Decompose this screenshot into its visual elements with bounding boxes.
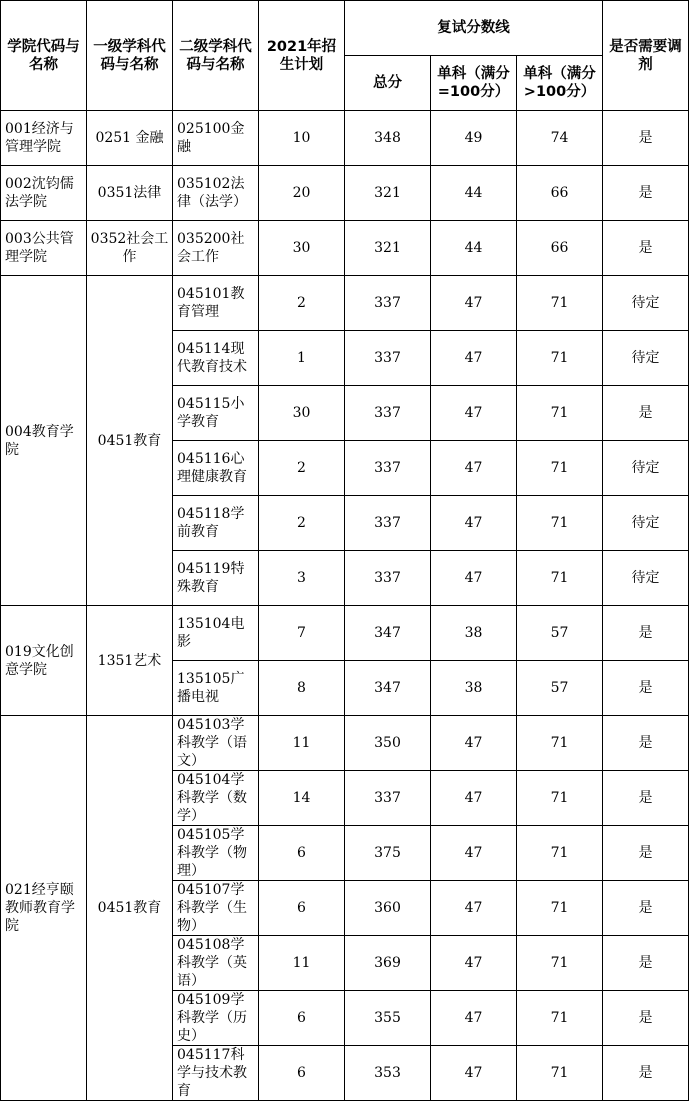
single-100-cell: 47 [431,496,517,551]
plan-cell: 2 [259,276,345,331]
header-retest-line: 复试分数线 [345,1,603,56]
college-cell: 021经亨颐教师教育学院 [1,716,87,1101]
single-gt100-cell: 71 [517,716,603,771]
total-score-cell: 347 [345,661,431,716]
adjust-cell: 待定 [603,551,689,606]
single-100-cell: 49 [431,111,517,166]
adjust-cell: 是 [603,166,689,221]
total-score-cell: 337 [345,771,431,826]
total-score-cell: 337 [345,441,431,496]
plan-cell: 11 [259,936,345,991]
single-100-cell: 47 [431,386,517,441]
adjust-cell: 是 [603,936,689,991]
header-single-100: 单科（满分=100分） [431,56,517,111]
second-subject-cell: 045116心理健康教育 [173,441,259,496]
adjust-cell: 待定 [603,276,689,331]
single-100-cell: 47 [431,551,517,606]
single-gt100-cell: 71 [517,826,603,881]
adjust-cell: 是 [603,661,689,716]
adjust-cell: 是 [603,826,689,881]
header-row-1 [1,1,689,56]
single-100-cell: 47 [431,826,517,881]
plan-cell: 7 [259,606,345,661]
single-gt100-cell: 66 [517,166,603,221]
second-subject-cell: 045105学科教学（物理） [173,826,259,881]
single-100-cell: 47 [431,991,517,1046]
plan-cell: 30 [259,221,345,276]
second-subject-cell: 025100金融 [173,111,259,166]
header-total: 总分 [345,56,431,111]
single-gt100-cell: 71 [517,991,603,1046]
single-gt100-cell: 57 [517,606,603,661]
single-100-cell: 38 [431,606,517,661]
adjust-cell: 是 [603,386,689,441]
first-subject-cell: 0351法律 [87,166,173,221]
single-gt100-cell: 71 [517,936,603,991]
adjust-cell: 是 [603,881,689,936]
second-subject-cell: 045115小学教育 [173,386,259,441]
single-100-cell: 47 [431,331,517,386]
plan-cell: 20 [259,166,345,221]
plan-cell: 2 [259,441,345,496]
total-score-cell: 369 [345,936,431,991]
first-subject-cell: 0451教育 [87,716,173,1101]
single-gt100-cell: 71 [517,386,603,441]
plan-cell: 6 [259,826,345,881]
adjust-cell: 是 [603,1046,689,1101]
college-cell: 019文化创意学院 [1,606,87,716]
second-subject-cell: 045101教育管理 [173,276,259,331]
single-100-cell: 44 [431,166,517,221]
total-score-cell: 348 [345,111,431,166]
single-100-cell: 38 [431,661,517,716]
second-subject-cell: 045108学科教学（英语） [173,936,259,991]
single-100-cell: 47 [431,771,517,826]
header-first-subject: 一级学科代码与名称 [87,1,173,111]
second-subject-cell: 045104学科教学（数学） [173,771,259,826]
plan-cell: 1 [259,331,345,386]
table-row [1,221,689,276]
table-body [1,111,689,1101]
second-subject-cell: 045117科学与技术教育 [173,1046,259,1101]
total-score-cell: 337 [345,386,431,441]
header-adjust: 是否需要调剂 [603,1,689,111]
single-gt100-cell: 71 [517,551,603,606]
single-100-cell: 44 [431,221,517,276]
table-row [1,716,689,771]
table-row [1,606,689,661]
adjust-cell: 是 [603,991,689,1046]
table-row [1,111,689,166]
single-gt100-cell: 74 [517,111,603,166]
adjust-cell: 是 [603,771,689,826]
total-score-cell: 337 [345,276,431,331]
total-score-cell: 321 [345,166,431,221]
second-subject-cell: 045119特殊教育 [173,551,259,606]
second-subject-cell: 135105广播电视 [173,661,259,716]
plan-cell: 6 [259,991,345,1046]
single-gt100-cell: 66 [517,221,603,276]
adjust-cell: 是 [603,716,689,771]
single-100-cell: 47 [431,936,517,991]
single-100-cell: 47 [431,881,517,936]
first-subject-cell: 1351艺术 [87,606,173,716]
header-college: 学院代码与名称 [1,1,87,111]
plan-cell: 11 [259,716,345,771]
single-gt100-cell: 71 [517,441,603,496]
total-score-cell: 350 [345,716,431,771]
header-second-subject: 二级学科代码与名称 [173,1,259,111]
plan-cell: 6 [259,1046,345,1101]
total-score-cell: 353 [345,1046,431,1101]
adjust-cell: 待定 [603,496,689,551]
single-100-cell: 47 [431,1046,517,1101]
second-subject-cell: 045103学科教学（语文） [173,716,259,771]
total-score-cell: 337 [345,551,431,606]
total-score-cell: 360 [345,881,431,936]
table-row [1,276,689,331]
second-subject-cell: 045118学前教育 [173,496,259,551]
plan-cell: 3 [259,551,345,606]
first-subject-cell: 0352社会工作 [87,221,173,276]
header-plan: 2021年招生计划 [259,1,345,111]
plan-cell: 14 [259,771,345,826]
single-gt100-cell: 71 [517,1046,603,1101]
second-subject-cell: 135104电影 [173,606,259,661]
total-score-cell: 321 [345,221,431,276]
total-score-cell: 375 [345,826,431,881]
plan-cell: 2 [259,496,345,551]
plan-cell: 10 [259,111,345,166]
single-gt100-cell: 71 [517,276,603,331]
single-gt100-cell: 71 [517,331,603,386]
total-score-cell: 337 [345,496,431,551]
single-gt100-cell: 71 [517,496,603,551]
plan-cell: 8 [259,661,345,716]
adjust-cell: 是 [603,606,689,661]
second-subject-cell: 035102法律（法学） [173,166,259,221]
second-subject-cell: 035200社会工作 [173,221,259,276]
plan-cell: 30 [259,386,345,441]
total-score-cell: 355 [345,991,431,1046]
total-score-cell: 337 [345,331,431,386]
table-row [1,166,689,221]
second-subject-cell: 045107学科教学（生物） [173,881,259,936]
single-100-cell: 47 [431,441,517,496]
college-cell: 004教育学院 [1,276,87,606]
total-score-cell: 347 [345,606,431,661]
college-cell: 002沈钧儒法学院 [1,166,87,221]
plan-cell: 6 [259,881,345,936]
second-subject-cell: 045114现代教育技术 [173,331,259,386]
single-gt100-cell: 57 [517,661,603,716]
college-cell: 001经济与管理学院 [1,111,87,166]
header-single-gt100: 单科（满分>100分） [517,56,603,111]
adjust-cell: 待定 [603,331,689,386]
first-subject-cell: 0451教育 [87,276,173,606]
adjust-cell: 是 [603,221,689,276]
single-100-cell: 47 [431,276,517,331]
single-100-cell: 47 [431,716,517,771]
first-subject-cell: 0251 金融 [87,111,173,166]
second-subject-cell: 045109学科教学（历史） [173,991,259,1046]
single-gt100-cell: 71 [517,881,603,936]
adjust-cell: 是 [603,111,689,166]
single-gt100-cell: 71 [517,771,603,826]
college-cell: 003公共管理学院 [1,221,87,276]
adjust-cell: 待定 [603,441,689,496]
